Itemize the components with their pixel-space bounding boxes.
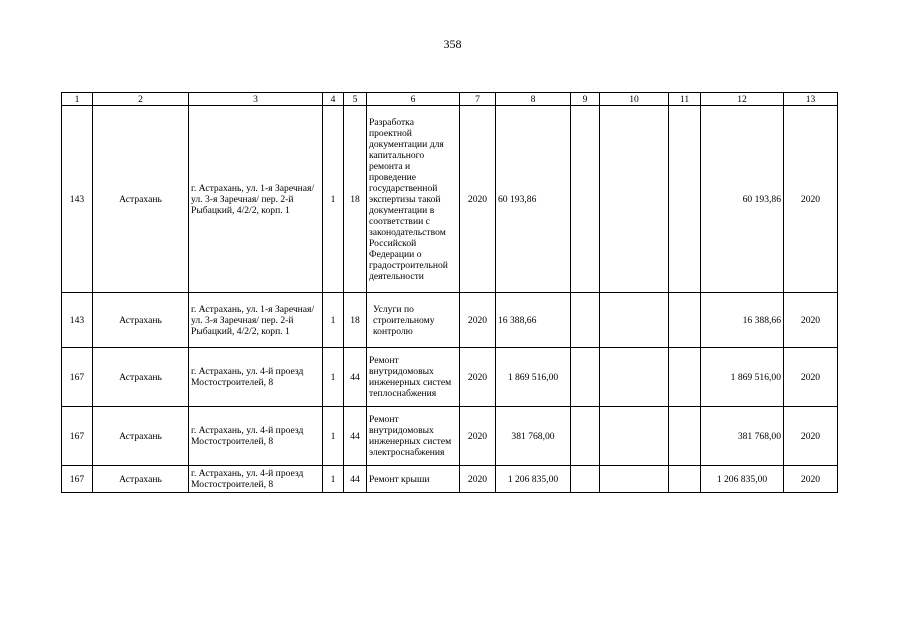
header-cell: 7 bbox=[460, 93, 496, 106]
col5-cell: 44 bbox=[344, 348, 367, 407]
year-cell: 2020 bbox=[460, 106, 496, 293]
header-cell: 5 bbox=[344, 93, 367, 106]
year-cell: 2020 bbox=[460, 407, 496, 466]
col5-cell: 44 bbox=[344, 466, 367, 493]
city-cell: Астрахань bbox=[93, 407, 189, 466]
total-cell: 16 388,66 bbox=[701, 293, 784, 348]
table-row bbox=[62, 407, 838, 466]
col10-cell bbox=[600, 106, 669, 293]
work-type-cell: Ремонт внутридомовых инженерных систем электроснабжения bbox=[367, 407, 460, 466]
cost-cell: 1 206 835,00 bbox=[496, 466, 571, 493]
header-cell: 12 bbox=[701, 93, 784, 106]
end-year-cell: 2020 bbox=[784, 466, 838, 493]
col11-cell bbox=[669, 407, 701, 466]
col9-cell bbox=[571, 106, 600, 293]
table-row bbox=[62, 348, 838, 407]
table-row bbox=[62, 293, 838, 348]
col4-cell: 1 bbox=[323, 106, 344, 293]
row-number: 167 bbox=[62, 466, 93, 493]
header-cell: 3 bbox=[189, 93, 323, 106]
col4-cell: 1 bbox=[323, 348, 344, 407]
year-cell: 2020 bbox=[460, 348, 496, 407]
row-number: 167 bbox=[62, 348, 93, 407]
total-cell: 60 193,86 bbox=[701, 106, 784, 293]
total-cell: 1 206 835,00 bbox=[701, 466, 784, 493]
col9-cell bbox=[571, 466, 600, 493]
total-cell: 1 869 516,00 bbox=[701, 348, 784, 407]
table-row bbox=[62, 106, 838, 293]
header-cell: 4 bbox=[323, 93, 344, 106]
row-number: 143 bbox=[62, 293, 93, 348]
col11-cell bbox=[669, 106, 701, 293]
work-type-cell: Разработка проектной документации для капитального ремонта и проведение государственной экспертизы такой документации в соответствии с законодательством Российской Федерации о градостроительной деятельности bbox=[367, 106, 460, 293]
city-cell: Астрахань bbox=[93, 106, 189, 293]
city-cell: Астрахань bbox=[93, 466, 189, 493]
cost-cell: 1 869 516,00 bbox=[496, 348, 571, 407]
header-cell: 6 bbox=[367, 93, 460, 106]
address-cell: г. Астрахань, ул. 1-я Заречная/ ул. 3-я Заречная/ пер. 2-й Рыбацкий, 4/2/2, корп. 1 bbox=[189, 106, 323, 293]
end-year-cell: 2020 bbox=[784, 407, 838, 466]
col11-cell bbox=[669, 466, 701, 493]
col5-cell: 44 bbox=[344, 407, 367, 466]
address-cell: г. Астрахань, ул. 1-я Заречная/ ул. 3-я Заречная/ пер. 2-й Рыбацкий, 4/2/2, корп. 1 bbox=[189, 293, 323, 348]
city-cell: Астрахань bbox=[93, 348, 189, 407]
total-cell: 381 768,00 bbox=[701, 407, 784, 466]
work-type-cell: Ремонт внутридомовых инженерных систем теплоснабжения bbox=[367, 348, 460, 407]
cost-cell: 16 388,66 bbox=[496, 293, 571, 348]
city-cell: Астрахань bbox=[93, 293, 189, 348]
cost-cell: 381 768,00 bbox=[496, 407, 571, 466]
header-cell: 2 bbox=[93, 93, 189, 106]
col9-cell bbox=[571, 407, 600, 466]
row-number: 143 bbox=[62, 106, 93, 293]
table-row bbox=[62, 466, 838, 493]
col9-cell bbox=[571, 348, 600, 407]
address-cell: г. Астрахань, ул. 4-й проезд Мостостроителей, 8 bbox=[189, 407, 323, 466]
header-cell: 13 bbox=[784, 93, 838, 106]
year-cell: 2020 bbox=[460, 466, 496, 493]
col10-cell bbox=[600, 293, 669, 348]
page-number: 358 bbox=[443, 37, 462, 51]
address-cell: г. Астрахань, ул. 4-й проезд Мостостроителей, 8 bbox=[189, 348, 323, 407]
col5-cell: 18 bbox=[344, 106, 367, 293]
work-type-cell: Услуги по строительному контролю bbox=[367, 293, 460, 348]
col10-cell bbox=[600, 407, 669, 466]
header-cell: 11 bbox=[669, 93, 701, 106]
row-number: 167 bbox=[62, 407, 93, 466]
end-year-cell: 2020 bbox=[784, 348, 838, 407]
col4-cell: 1 bbox=[323, 466, 344, 493]
col4-cell: 1 bbox=[323, 407, 344, 466]
address-cell: г. Астрахань, ул. 4-й проезд Мостостроителей, 8 bbox=[189, 466, 323, 493]
repair-schedule-table bbox=[61, 92, 838, 493]
end-year-cell: 2020 bbox=[784, 293, 838, 348]
cost-cell: 60 193,86 bbox=[496, 106, 571, 293]
col5-cell: 18 bbox=[344, 293, 367, 348]
end-year-cell: 2020 bbox=[784, 106, 838, 293]
col11-cell bbox=[669, 293, 701, 348]
col10-cell bbox=[600, 348, 669, 407]
col4-cell: 1 bbox=[323, 293, 344, 348]
work-type-cell: Ремонт крыши bbox=[367, 466, 460, 493]
header-cell: 8 bbox=[496, 93, 571, 106]
header-cell: 10 bbox=[600, 93, 669, 106]
header-cell: 9 bbox=[571, 93, 600, 106]
header-cell: 1 bbox=[62, 93, 93, 106]
year-cell: 2020 bbox=[460, 293, 496, 348]
col11-cell bbox=[669, 348, 701, 407]
col9-cell bbox=[571, 293, 600, 348]
col10-cell bbox=[600, 466, 669, 493]
header-row bbox=[62, 93, 838, 106]
